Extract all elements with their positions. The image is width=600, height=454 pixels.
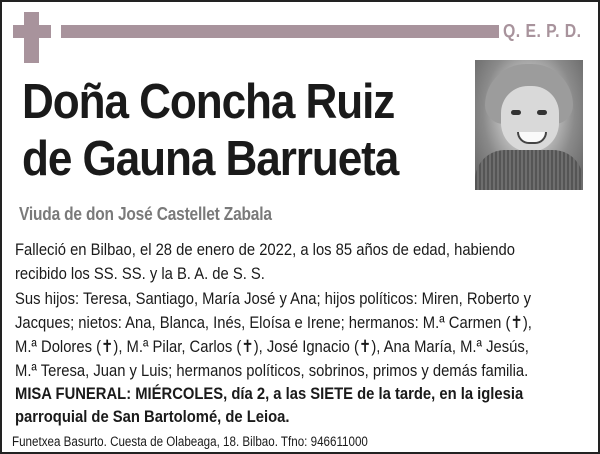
name-line-1: Doña Concha Ruiz (22, 75, 395, 129)
cross-icon-bar (13, 25, 51, 38)
name-line-2: de Gauna Barrueta (22, 132, 399, 186)
qepd-label: Q. E. P. D. (503, 21, 582, 41)
funeral-mass-paragraph: MISA FUNERAL: MIÉRCOLES, día 2, a las SIETE de la tarde, en la iglesia parroquial de San Bartolomé, de Leioa. (15, 384, 524, 426)
portrait-photo (475, 60, 583, 190)
widow-of-subtitle: Viuda de don José Castellet Zabala (19, 204, 272, 224)
family-paragraph: Sus hijos: Teresa, Santiago, María José y Ana; hijos políticos: Miren, Roberto y Jacques; nietos: Ana, Blanca, Inés, Eloísa e Irene; hermanos: M.ª Carmen (✝), M.ª Dolores (✝), M.ª Pilar, Carlos (✝), José Ignacio (✝), Ana María, M.ª Jesús, M.ª Teresa, Juan y Luis; hermanos políticos, sobrinos, primos y demás familia. (15, 289, 532, 380)
deceased-name (22, 74, 398, 188)
funeral-home-footer: Funetxea Basurto. Cuesta de Olabeaga, 18. Bilbao. Tfno: 946611000 (12, 434, 368, 449)
death-notice-paragraph: Falleció en Bilbao, el 28 de enero de 2022, a los 85 años de edad, habiendo recibido los SS. SS. y la B. A. de S. S. (15, 240, 515, 283)
header-rule (61, 25, 499, 38)
